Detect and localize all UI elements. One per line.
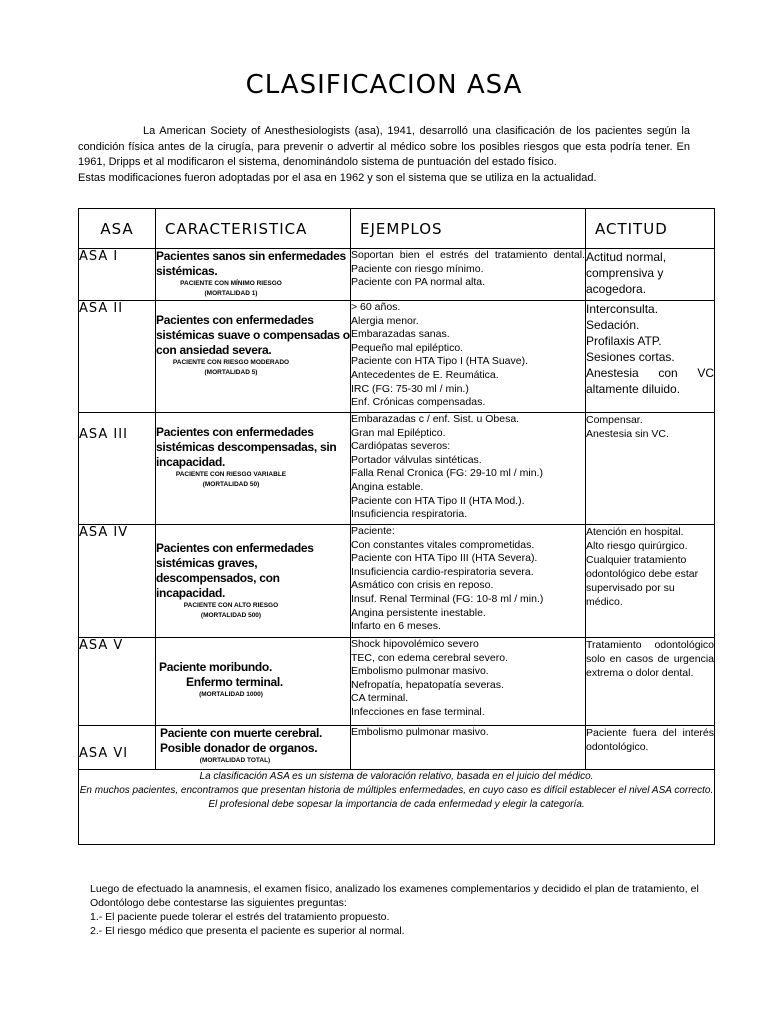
actitud-line: Atención en hospital. xyxy=(586,526,684,538)
ejemplo-line: Enf. Crónicas compensadas. xyxy=(351,396,486,409)
mortality-label: (MORTALIDAD TOTAL) xyxy=(199,757,271,764)
header-asa: ASA xyxy=(79,209,156,249)
caracteristica-cell xyxy=(156,249,351,301)
risk-label: PACIENTE CON MÍNIMO RIESGO xyxy=(180,280,282,287)
actitud-line: Profilaxis ATP. xyxy=(586,334,662,348)
caracteristica-text: Paciente moribundo. xyxy=(159,660,272,674)
asa-class: ASA I xyxy=(79,249,156,301)
ejemplo-line: Embolismo pulmonar masivo. xyxy=(351,665,489,678)
ejemplo-line: Infarto en 6 meses. xyxy=(351,620,441,633)
header-ejemplos: EJEMPLOS xyxy=(351,209,586,249)
ejemplos-cell xyxy=(351,525,586,638)
ejemplo-line: Paciente con HTA Tipo II (HTA Mod.). xyxy=(351,494,525,507)
intro-paragraph xyxy=(78,124,690,186)
ejemplo-line: TEC, con edema cerebral severo. xyxy=(351,651,508,664)
actitud-cell xyxy=(586,249,715,301)
mortality-label: (MORTALIDAD 1) xyxy=(204,290,258,297)
ejemplo-line: Paciente con HTA Tipo III (HTA Severa). xyxy=(351,552,538,565)
ejemplo-line: Paciente con HTA Tipo I (HTA Suave). xyxy=(351,355,529,368)
table-row xyxy=(79,413,715,525)
asa-class: ASA V xyxy=(79,638,156,726)
caracteristica-text: Pacientes con enfermedades sistémicas graves, descompensados, con incapacidad. xyxy=(156,541,314,600)
header-actitud: ACTITUD xyxy=(586,209,715,249)
ejemplos-cell xyxy=(351,301,586,413)
ejemplo-line: Embarazadas sanas. xyxy=(351,328,450,341)
ejemplos-cell xyxy=(351,249,586,301)
ejemplo-line: Nefropatía, hepatopatía severas. xyxy=(351,678,504,691)
ejemplo-line: Falla Renal Cronica (FG: 29-10 ml / min.) xyxy=(351,467,543,480)
actitud-line: Sesiones cortas. xyxy=(586,350,675,364)
actitud-cell xyxy=(586,413,715,525)
page-title: CLASIFICACION ASA xyxy=(245,70,523,100)
actitud-line: Paciente fuera del interés odontológico. xyxy=(586,727,714,753)
actitud-line: Anestesia con VC altamente diluido. xyxy=(586,366,714,396)
mortality-label: (MORTALIDAD 1000) xyxy=(199,691,263,698)
table-row xyxy=(79,249,715,301)
ejemplo-line: Gran mal Epiléptico. xyxy=(351,426,446,439)
ejemplos-cell xyxy=(351,413,586,525)
ejemplo-line: Paciente: xyxy=(351,525,395,537)
ejemplo-line: Angina estable. xyxy=(351,480,424,493)
note-line: La clasificación ASA es un sistema de valoración relativo, basada en el juicio del médico. xyxy=(199,771,594,782)
ejemplo-line: Cardiópatas severos: xyxy=(351,440,451,453)
ejemplos-cell xyxy=(351,726,586,770)
actitud-cell xyxy=(586,638,715,726)
note-cell xyxy=(79,770,715,845)
actitud-cell xyxy=(586,525,715,638)
note-line: El profesional debe sopesar la importancia de cada enfermedad y elegir la categoría. xyxy=(208,799,585,810)
ejemplo-line: Paciente con PA normal alta. xyxy=(351,276,486,289)
caracteristica-text: Paciente con muerte cerebral. xyxy=(160,726,323,740)
ejemplo-line: Shock hipovolémico severo xyxy=(351,638,479,650)
closing-text: Luego de efectuado la anamnesis, el examen físico, analizado los examenes complementarios y decidido el plan de tratamiento, el Odontólogo debe contestarse las siguientes preguntas: xyxy=(90,883,699,909)
actitud-line: Sedación. xyxy=(586,318,640,332)
ejemplo-line: Antecedentes de E. Reumática. xyxy=(351,368,499,381)
caracteristica-cell xyxy=(156,413,351,525)
ejemplo-line: Portador válvulas sintéticas. xyxy=(351,453,482,466)
asa-class: ASA IV xyxy=(79,525,156,638)
ejemplo-line: > 60 años. xyxy=(351,301,401,313)
ejemplo-line: Soportan bien el estrés del tratamiento dental. Paciente con riesgo mínimo. xyxy=(351,249,585,275)
risk-label: PACIENTE CON RIESGO VARIABLE xyxy=(175,471,287,478)
caracteristica-text: Pacientes con enfermedades sistémicas descompensadas, sin incapacidad. xyxy=(156,425,337,469)
ejemplo-line: Insuficiencia respiratoria. xyxy=(351,508,468,521)
actitud-line: Compensar. xyxy=(586,414,643,426)
caracteristica-text: Pacientes con enfermedades sistémicas suave o compensadas o con ansiedad severa. xyxy=(156,313,350,357)
actitud-line: Cualquier tratamiento odontológico debe estar supervisado por su médico. xyxy=(586,554,699,608)
actitud-line: Alto riesgo quirúrgico. xyxy=(586,540,688,552)
risk-label: PACIENTE CON ALTO RIESGO xyxy=(183,602,279,609)
table-row xyxy=(79,525,715,638)
asa-class: ASA II xyxy=(79,301,156,413)
question-item: 1.- El paciente puede tolerar el estrés del tratamiento propuesto. xyxy=(90,911,390,923)
closing-paragraph xyxy=(90,882,700,938)
note-line: En muchos pacientes, encontramos que presentan historia de múltiples enfermedades, en cuyo caso es difícil establecer el nivel ASA correcto. xyxy=(79,785,714,796)
ejemplo-line: Pequeño mal epiléptico. xyxy=(351,341,464,354)
actitud-line: Anestesia sin VC. xyxy=(586,428,669,440)
ejemplos-cell xyxy=(351,638,586,726)
caracteristica-cell xyxy=(156,726,351,770)
ejemplo-line: Con constantes vitales comprometidas. xyxy=(351,538,535,551)
ejemplo-line: Embarazadas c / enf. Sist. u Obesa. xyxy=(351,413,520,425)
caracteristica-cell xyxy=(156,638,351,726)
ejemplo-line: Insuficiencia cardio-respiratoria severa. xyxy=(351,565,534,578)
caracteristica-text-2: Enfermo terminal. xyxy=(186,675,283,689)
actitud-line: Tratamiento odontológico solo en casos de urgencia extrema o dolor dental. xyxy=(586,639,714,679)
header-caracteristica: CARACTERISTICA xyxy=(156,209,351,249)
actitud-cell xyxy=(586,726,715,770)
mortality-label: (MORTALIDAD 500) xyxy=(200,612,262,619)
table-row xyxy=(79,638,715,726)
ejemplo-line: Infecciones en fase terminal. xyxy=(351,705,485,718)
asa-classification-table xyxy=(78,208,715,845)
risk-label: PACIENTE CON RIESGO MODERADO xyxy=(172,359,290,366)
actitud-cell xyxy=(586,301,715,413)
asa-class: ASA III xyxy=(79,413,156,525)
caracteristica-cell xyxy=(156,301,351,413)
intro-text: La American Society of Anesthesiologists (asa), 1941, desarrolló una clasificación de los pacientes según la condición física antes de la cirugía, para prevenir o advertir al médico sobre los posibles riesgos que esta podría tener. En 1961, Dripps et al modificaron el sistema, denominándolo sistema de puntuación del estado físico. xyxy=(78,125,690,168)
ejemplo-line: CA terminal. xyxy=(351,692,409,705)
caracteristica-text-2: Posible donador de organos. xyxy=(160,741,318,755)
mortality-label: (MORTALIDAD 5) xyxy=(204,369,258,376)
intro-text: Estas modificaciones fueron adoptadas por el asa en 1962 y son el sistema que se utiliza en la actualidad. xyxy=(78,171,597,184)
caracteristica-cell xyxy=(156,525,351,638)
ejemplo-line: Insuf. Renal Terminal (FG: 10-8 ml / min.) xyxy=(351,592,544,605)
table-note-row xyxy=(79,770,715,845)
question-item: 2.- El riesgo médico que presenta el paciente es superior al normal. xyxy=(90,925,405,937)
table-row xyxy=(79,726,715,770)
ejemplo-line: Embolismo pulmonar masivo. xyxy=(351,726,489,738)
actitud-line: Interconsulta. xyxy=(586,302,659,316)
ejemplo-line: Angina persistente inestable. xyxy=(351,606,486,619)
table-header-row xyxy=(79,209,715,249)
actitud-line: Actitud normal, comprensiva y acogedora. xyxy=(586,250,667,296)
ejemplo-line: IRC (FG: 75-30 ml / min.) xyxy=(351,382,469,395)
asa-class: ASA VI xyxy=(79,726,156,770)
ejemplo-line: Alergia menor. xyxy=(351,314,419,327)
table-row xyxy=(79,301,715,413)
ejemplo-line: Asmático con crisis en reposo. xyxy=(351,579,494,592)
caracteristica-text: Pacientes sanos sin enfermedades sistémicas. xyxy=(156,249,346,278)
mortality-label: (MORTALIDAD 50) xyxy=(202,481,260,488)
